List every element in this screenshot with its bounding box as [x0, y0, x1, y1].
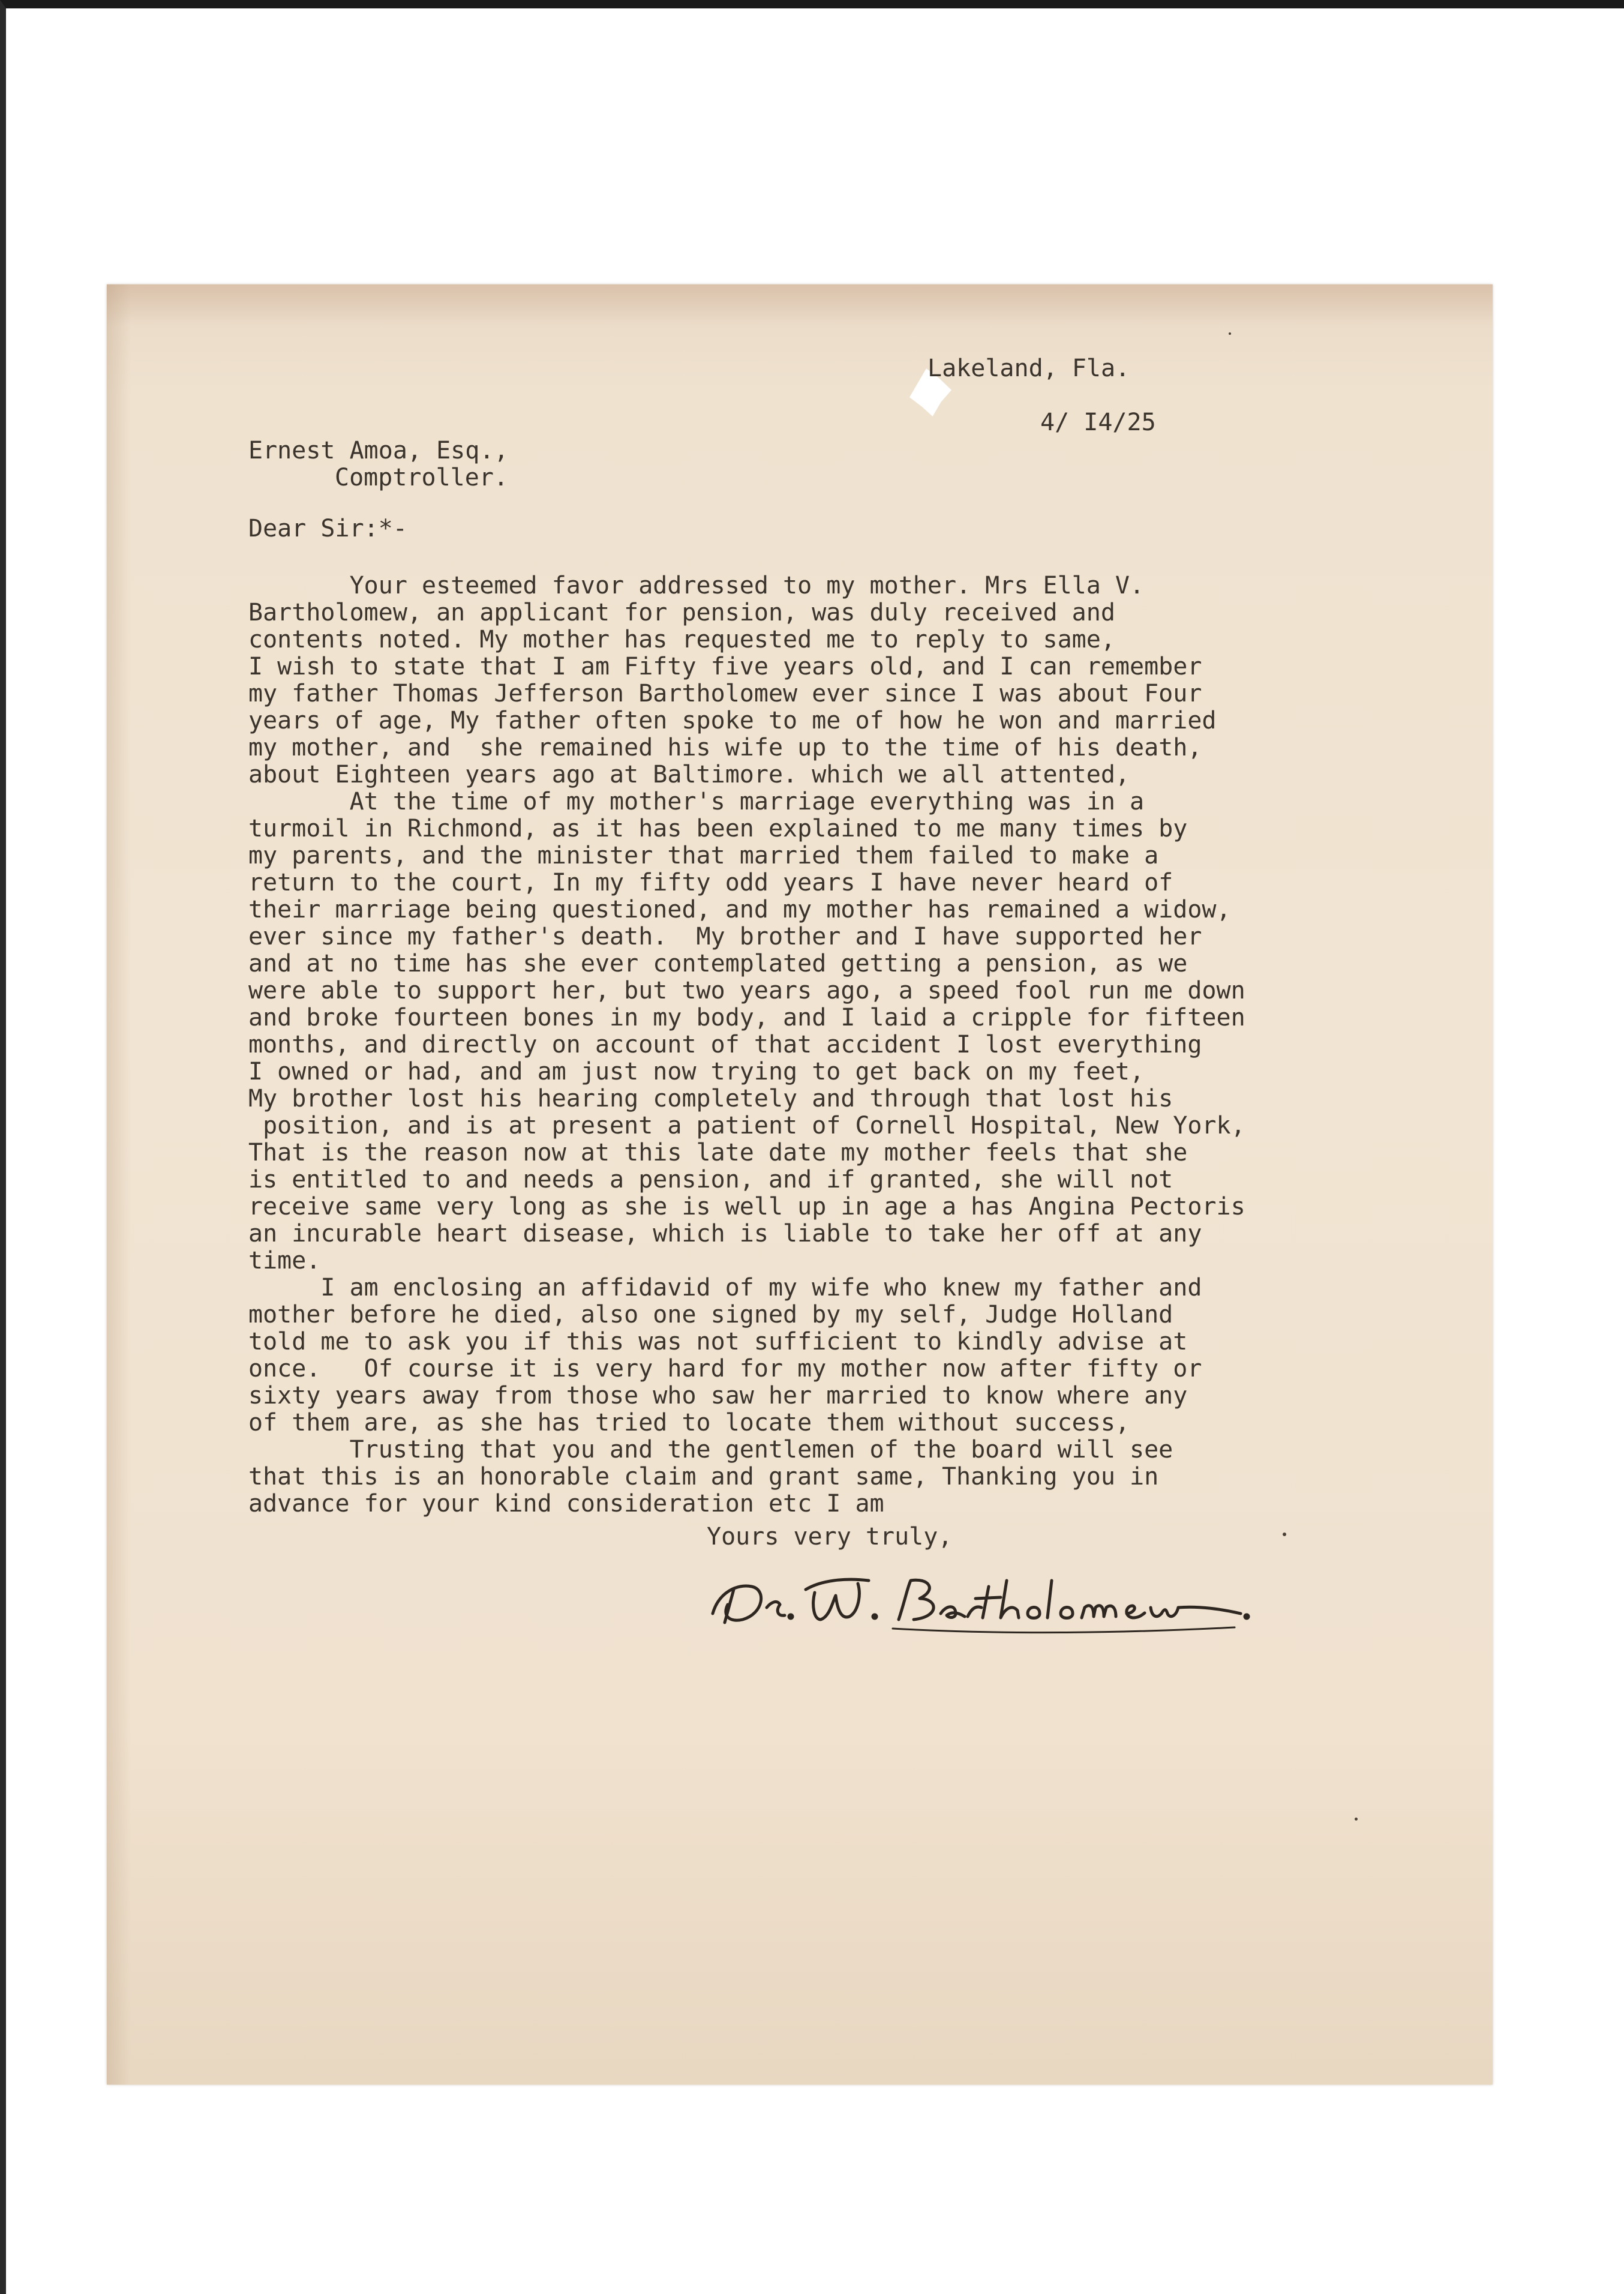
body-line: advance for your kind consideration etc I am — [248, 1490, 884, 1518]
body-line: my mother, and she remained his wife up to the time of his death, — [248, 734, 1202, 761]
letter-page — [107, 284, 1493, 2085]
body-line: my parents, and the minister that married them failed to make a — [248, 842, 1159, 869]
addressee-title: Comptroller. — [335, 464, 508, 491]
body-line: I wish to state that I am Fifty five years old, and I can remember — [248, 653, 1202, 680]
body-line: an incurable heart disease, which is liable to take her off at any — [248, 1220, 1202, 1248]
body-line: and at no time has she ever contemplated getting a pension, as we — [248, 950, 1188, 977]
body-line: told me to ask you if this was not sufficient to kindly advise at — [248, 1328, 1188, 1356]
letter-date: 4/ I4/25 — [1040, 409, 1156, 436]
closing: Yours very truly, — [707, 1523, 953, 1551]
body-line: mother before he died, also one signed by my self, Judge Holland — [248, 1301, 1173, 1329]
body-line: receive same very long as she is well up in age a has Angina Pectoris — [248, 1193, 1245, 1221]
body-line: is entitled to and needs a pension, and if granted, she will not — [248, 1166, 1173, 1194]
letter-body — [248, 572, 1245, 1518]
body-line: that this is an honorable claim and grant same, Thanking you in — [248, 1463, 1159, 1491]
body-line: return to the court, In my fifty odd years I have never heard of — [248, 869, 1173, 896]
letter-place: Lakeland, Fla. — [927, 355, 1130, 382]
body-line: At the time of my mother's marriage everything was in a — [248, 788, 1145, 815]
body-line: their marriage being questioned, and my mother has remained a widow, — [248, 896, 1231, 923]
ink-speck — [1283, 1533, 1286, 1536]
body-line: months, and directly on account of that accident I lost everything — [248, 1031, 1202, 1058]
body-line: Trusting that you and the gentlemen of the board will see — [248, 1436, 1173, 1464]
body-line: were able to support her, but two years ago, a speed fool run me down — [248, 977, 1245, 1004]
body-line: Your esteemed favor addressed to my mother. Mrs Ella V. — [248, 572, 1145, 599]
addressee-name: Ernest Amoa, Esq., — [248, 437, 509, 464]
handwritten-signature — [701, 1557, 1289, 1647]
ink-speck — [1355, 1818, 1358, 1821]
body-line: my father Thomas Jefferson Bartholomew ever since I was about Four — [248, 680, 1202, 707]
body-line: I owned or had, and am just now trying to get back on my feet, — [248, 1058, 1145, 1085]
addressee-block — [248, 437, 508, 491]
ink-speck — [1229, 332, 1231, 335]
body-line: time. — [248, 1247, 321, 1275]
body-line: My brother lost his hearing completely and through that lost his — [248, 1085, 1173, 1112]
body-line: Bartholomew, an applicant for pension, was duly received and — [248, 599, 1115, 626]
body-line: about Eighteen years ago at Baltimore. which we all attented, — [248, 761, 1130, 788]
body-line: and broke fourteen bones in my body, and I laid a cripple for fifteen — [248, 1004, 1245, 1031]
body-line: once. Of course it is very hard for my mother now after fifty or — [248, 1355, 1202, 1383]
body-line: I am enclosing an affidavid of my wife who knew my father and — [248, 1274, 1202, 1302]
body-line: sixty years away from those who saw her married to know where any — [248, 1382, 1188, 1410]
body-line: of them are, as she has tried to locate them without success, — [248, 1409, 1130, 1437]
body-line: ever since my father's death. My brother and I have supported her — [248, 923, 1202, 950]
body-line: turmoil in Richmond, as it has been explained to me many times by — [248, 815, 1188, 842]
body-line: position, and is at present a patient of Cornell Hospital, New York, — [248, 1112, 1245, 1139]
body-line: contents noted. My mother has requested me to reply to same, — [248, 626, 1115, 653]
body-line: That is the reason now at this late date my mother feels that she — [248, 1139, 1188, 1167]
salutation: Dear Sir:*- — [248, 515, 407, 542]
body-line: years of age, My father often spoke to me of how he won and married — [248, 707, 1217, 734]
